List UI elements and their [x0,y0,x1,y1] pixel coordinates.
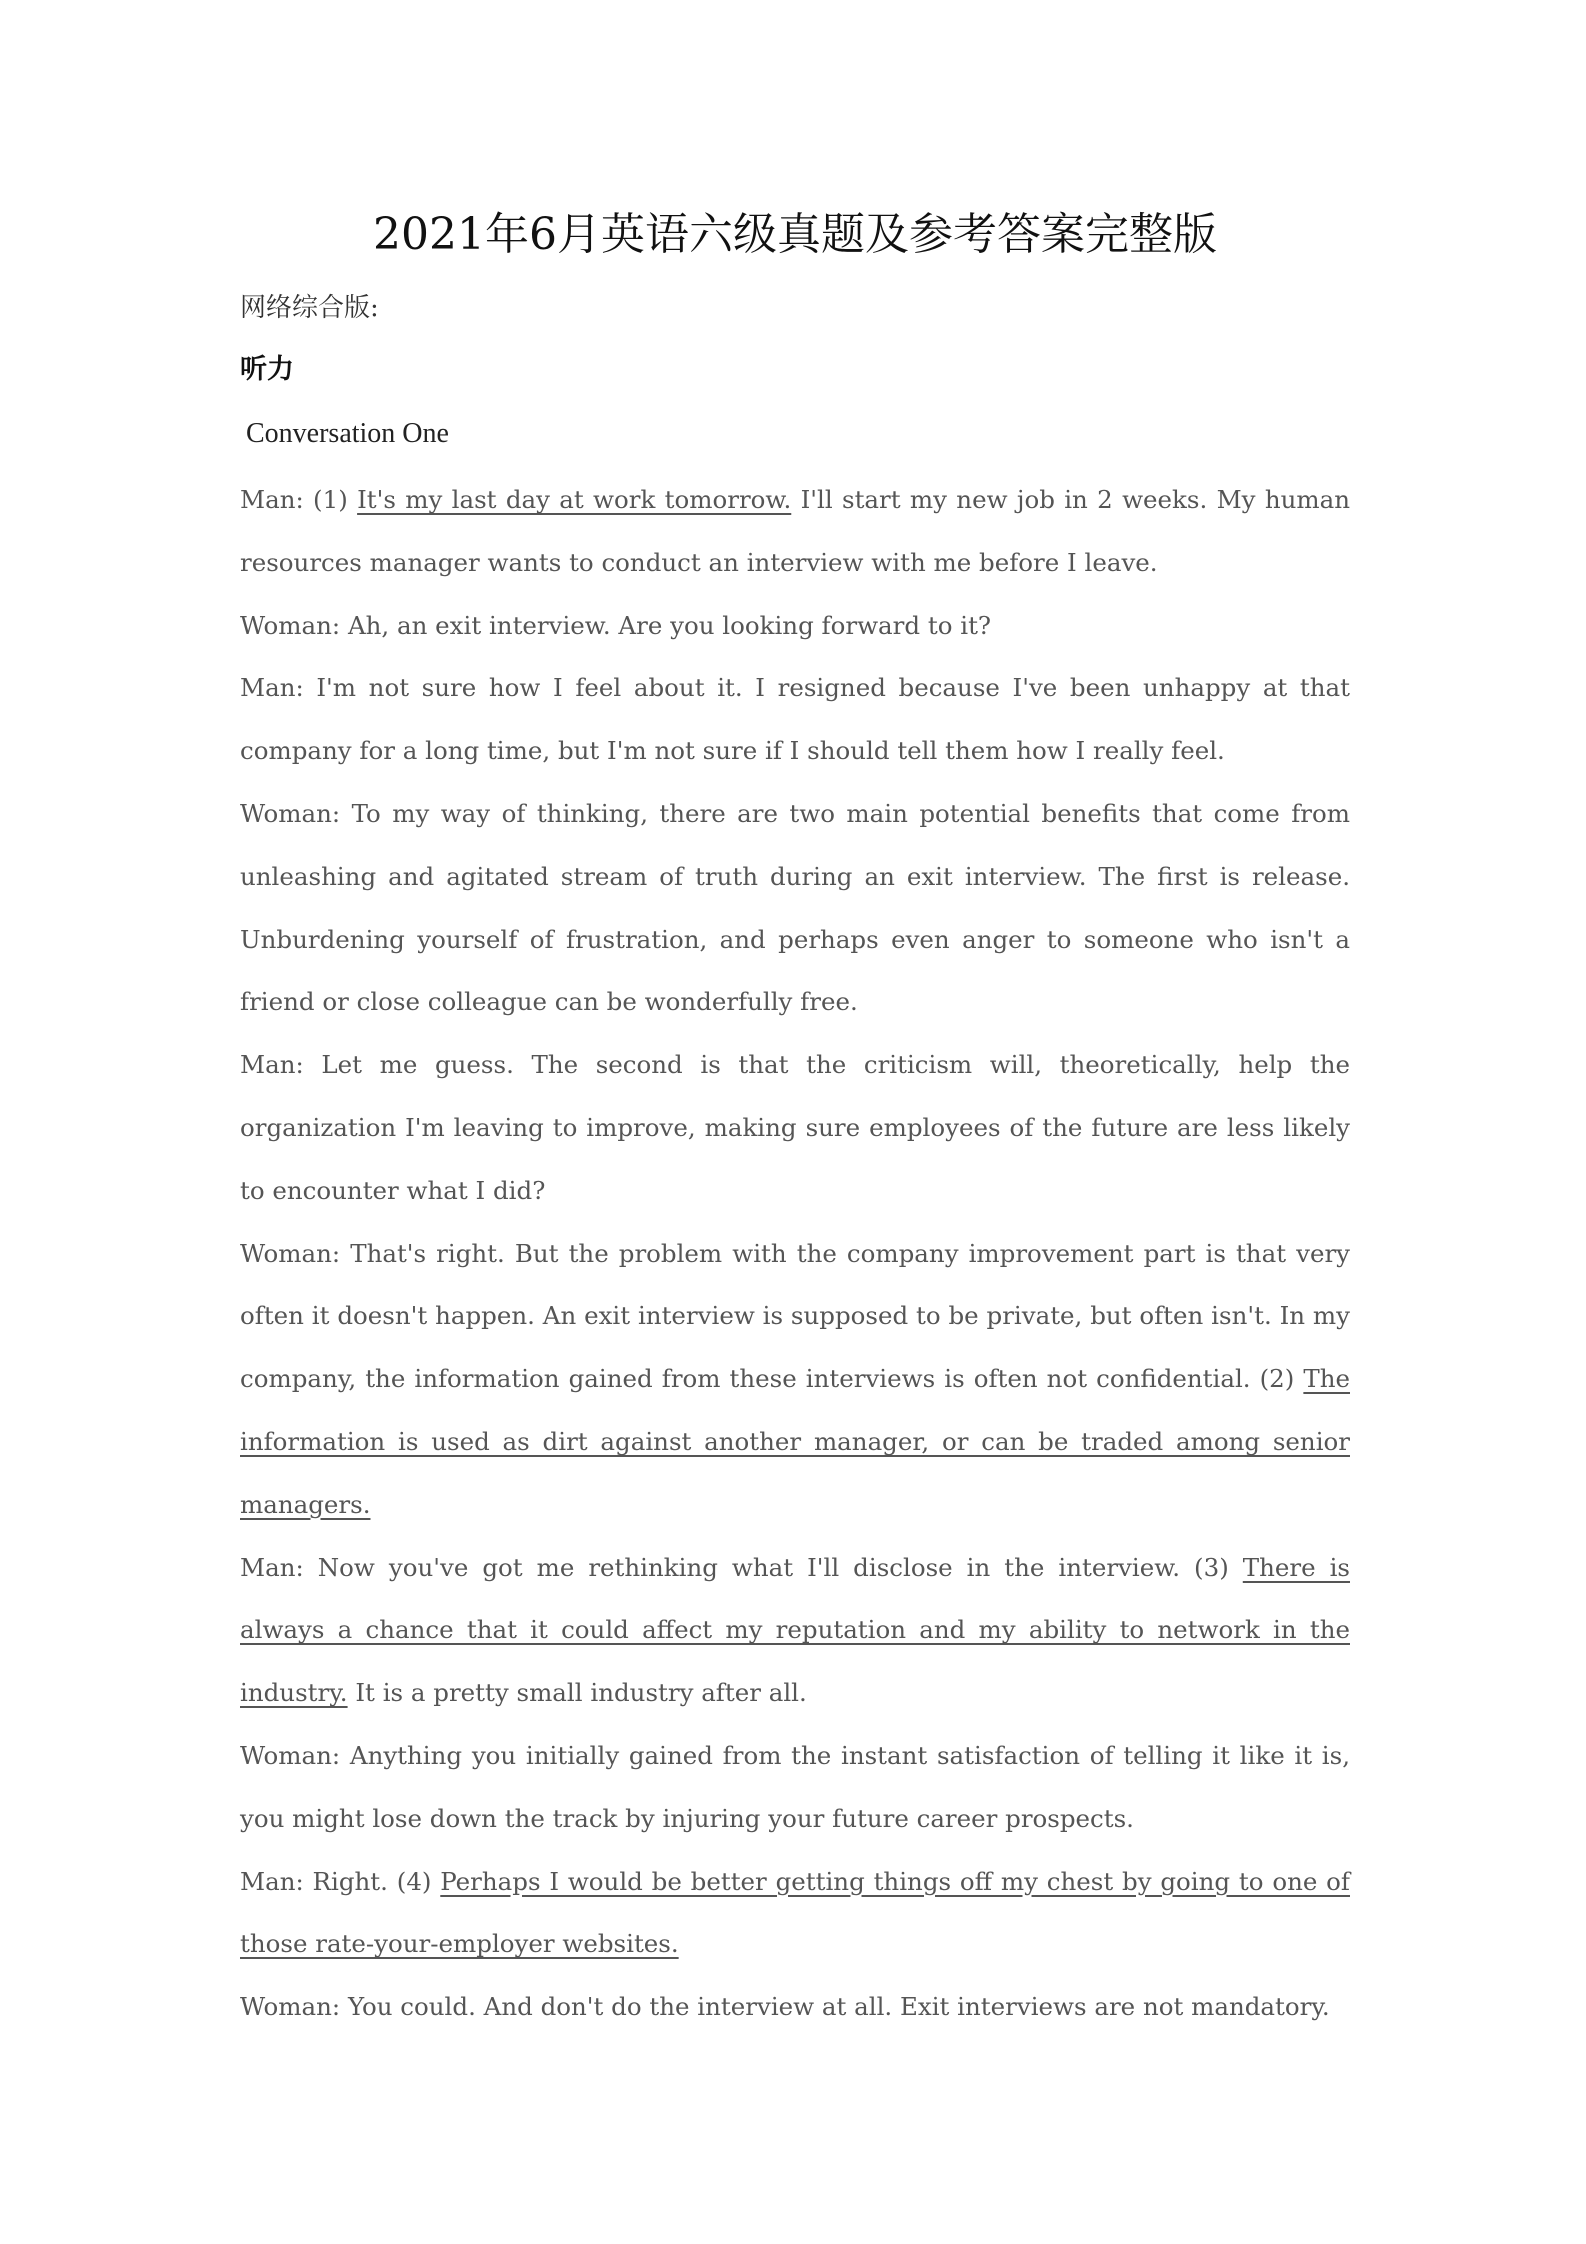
speaker-label: Woman: [240,1740,341,1770]
dialogue-text: I'm not sure how I feel about it. I resigned because I've been unhappy at that company for a long time, but I'm not sure if I should tell them how I really feel. [240,673,1350,766]
dialogue-text: I'll start my new job in 2 weeks. My human resources manager wants to conduct an interview with me before I leave. [240,485,1350,577]
answer-underline-text: It's my last day at work tomorrow. [357,485,792,514]
dialogue-paragraph [240,595,1350,658]
answer-underline-text: The information is used as dirt against another manager, or can be traded among senior managers. [240,1364,1350,1519]
dialogue-paragraph [240,1034,1350,1222]
answer-underline-text: There is always a chance that it could affect my reputation and my ability to network in the industry. [240,1552,1350,1708]
document-title: 2021年6月英语六级真题及参考答案完整版 [373,209,1217,260]
speaker-label: Man: [240,673,304,703]
speaker-label: Man: [240,1866,304,1896]
dialogue-paragraph [240,783,1350,1034]
transcript-body [240,469,1350,2039]
speaker-label: Man: [240,485,304,514]
dialogue-paragraph [240,1976,1350,2039]
speaker-label: Woman: [240,798,341,828]
dialogue-paragraph [240,1851,1350,1977]
dialogue-text: (1) [303,485,358,514]
dialogue-text: It is a pretty small industry after all. [347,1678,807,1708]
speaker-label: Woman: [240,1238,341,1268]
answer-underline-text: Perhaps I would be better getting things off my chest by going to one of those rate-your-employer websites. [240,1866,1350,1959]
dialogue-text: That's right. But the problem with the company improvement part is that very often it doesn't happen. An exit interview is supposed to be private, but often isn't. In my company, the information gained from these interviews is often not confidential. (2) [240,1238,1350,1394]
dialogue-paragraph [240,469,1350,595]
speaker-label: Woman: [240,610,341,640]
dialogue-text: Now you've got me rethinking what I'll disclose in the interview. (3) [303,1552,1243,1582]
speaker-label: Woman: [240,1992,341,2022]
dialogue-text: You could. And don't do the interview at all. Exit interviews are not mandatory. [340,1992,1330,2022]
dialogue-text: Let me guess. The second is that the criticism will, theoretically, help the organization I'm leaving to improve, making sure employees of the future are less likely to encounter what I did? [240,1050,1350,1205]
section-heading: 听力 [240,354,294,385]
dialogue-paragraph [240,1223,1350,1537]
speaker-label: Man: [240,1552,304,1582]
dialogue-text: Right. (4) [303,1866,441,1896]
document-subtitle: 网络综合版: [240,293,379,323]
dialogue-text: Ah, an exit interview. Are you looking forward to it? [340,610,992,640]
dialogue-paragraph [240,657,1350,783]
dialogue-text: Anything you initially gained from the instant satisfaction of telling it like it is, you might lose down the track by injuring your future career prospects. [240,1740,1350,1833]
dialogue-text: To my way of thinking, there are two main potential benefits that come from unleashing and agitated stream of truth during an exit interview. The first is release. Unburdening yourself of frustration, and perhaps even anger to someone who isn't a friend or close colleague can be wonderfully free. [240,798,1350,1017]
dialogue-paragraph [240,1725,1350,1851]
conversation-title: Conversation One [246,418,449,449]
dialogue-paragraph [240,1537,1350,1725]
speaker-label: Man: [240,1050,304,1080]
